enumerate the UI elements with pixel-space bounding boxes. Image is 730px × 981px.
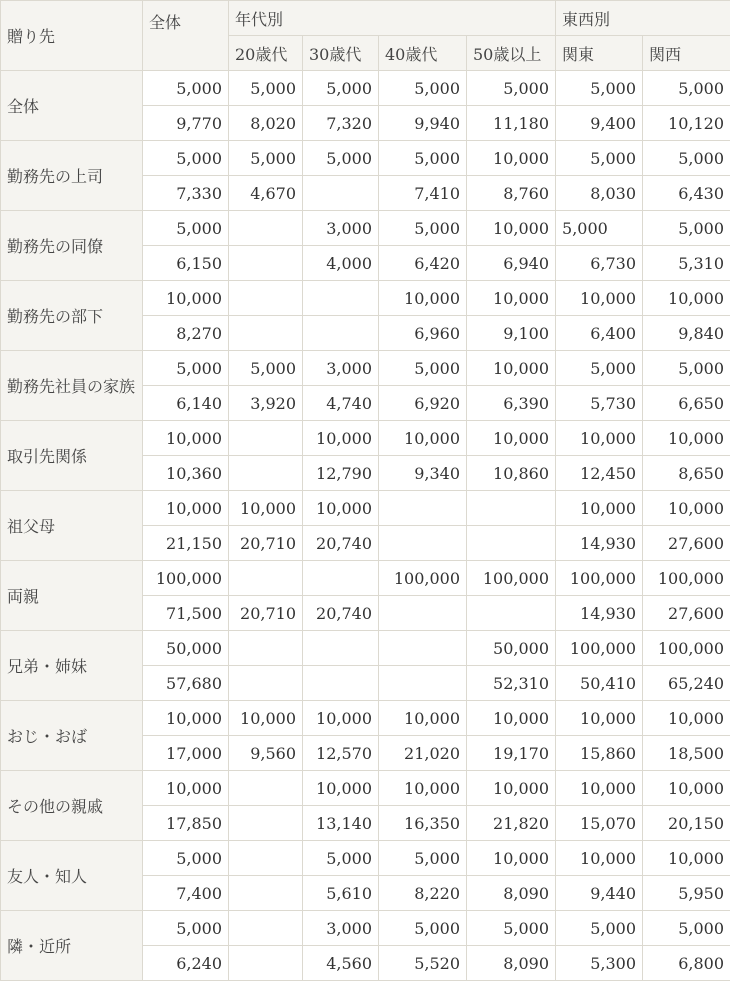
median-value-cell: 10,000 xyxy=(467,351,556,386)
table-body xyxy=(1,71,730,981)
average-value-cell: 9,940 xyxy=(379,106,467,141)
median-value-cell: 10,000 xyxy=(467,281,556,316)
average-value-cell: 27,600 xyxy=(643,526,730,561)
header-recipient: 贈り先 xyxy=(1,1,143,71)
average-value-cell: 9,440 xyxy=(556,876,643,911)
average-value-cell xyxy=(229,246,303,281)
row-label: 全体 xyxy=(1,71,143,141)
row-label: 友人・知人 xyxy=(1,841,143,911)
average-value-cell xyxy=(229,806,303,841)
median-value-cell: 5,000 xyxy=(143,351,229,386)
median-value-cell: 10,000 xyxy=(379,281,467,316)
average-value-cell: 6,920 xyxy=(379,386,467,421)
median-value-cell xyxy=(229,841,303,876)
header-region-group: 東西別 xyxy=(556,1,730,36)
average-value-cell: 5,950 xyxy=(643,876,730,911)
average-value-cell: 71,500 xyxy=(143,596,229,631)
table-row xyxy=(1,701,730,736)
average-value-cell: 12,570 xyxy=(303,736,379,771)
average-value-cell xyxy=(303,666,379,701)
average-value-cell: 8,090 xyxy=(467,876,556,911)
median-value-cell: 5,000 xyxy=(643,141,730,176)
average-value-cell: 50,410 xyxy=(556,666,643,701)
average-value-cell: 19,170 xyxy=(467,736,556,771)
median-value-cell: 100,000 xyxy=(643,631,730,666)
median-value-cell xyxy=(379,631,467,666)
average-value-cell: 10,120 xyxy=(643,106,730,141)
table-row xyxy=(1,71,730,106)
median-value-cell: 5,000 xyxy=(143,911,229,946)
median-value-cell: 10,000 xyxy=(229,701,303,736)
average-value-cell: 9,100 xyxy=(467,316,556,351)
median-value-cell: 50,000 xyxy=(143,631,229,666)
median-value-cell xyxy=(303,561,379,596)
median-value-cell: 10,000 xyxy=(379,701,467,736)
median-value-cell: 5,000 xyxy=(229,71,303,106)
median-value-cell: 10,000 xyxy=(556,841,643,876)
average-value-cell xyxy=(379,666,467,701)
header-overall: 全体 xyxy=(143,1,229,71)
median-value-cell xyxy=(229,631,303,666)
median-value-cell: 5,000 xyxy=(229,141,303,176)
median-value-cell: 10,000 xyxy=(467,211,556,246)
average-value-cell: 8,650 xyxy=(643,456,730,491)
average-value-cell: 6,150 xyxy=(143,246,229,281)
average-value-cell: 15,860 xyxy=(556,736,643,771)
average-value-cell: 4,560 xyxy=(303,946,379,981)
average-value-cell: 5,610 xyxy=(303,876,379,911)
median-value-cell: 10,000 xyxy=(143,421,229,456)
median-value-cell: 5,000 xyxy=(379,211,467,246)
median-value-cell: 10,000 xyxy=(303,421,379,456)
median-value-cell: 5,000 xyxy=(303,841,379,876)
table-row xyxy=(1,141,730,176)
median-value-cell: 100,000 xyxy=(467,561,556,596)
median-value-cell: 10,000 xyxy=(303,701,379,736)
median-value-cell: 10,000 xyxy=(467,421,556,456)
median-value-cell: 5,000 xyxy=(556,141,643,176)
average-value-cell: 12,790 xyxy=(303,456,379,491)
average-value-cell: 6,420 xyxy=(379,246,467,281)
median-value-cell: 10,000 xyxy=(556,771,643,806)
average-value-cell: 13,140 xyxy=(303,806,379,841)
header-col-kansai: 関西 xyxy=(643,36,730,71)
table-row xyxy=(1,351,730,386)
average-value-cell xyxy=(229,666,303,701)
average-value-cell: 9,400 xyxy=(556,106,643,141)
average-value-cell: 6,140 xyxy=(143,386,229,421)
average-value-cell: 6,800 xyxy=(643,946,730,981)
median-value-cell: 100,000 xyxy=(379,561,467,596)
average-value-cell: 5,730 xyxy=(556,386,643,421)
median-value-cell: 100,000 xyxy=(143,561,229,596)
table-row xyxy=(1,561,730,596)
average-value-cell: 7,320 xyxy=(303,106,379,141)
average-value-cell: 6,240 xyxy=(143,946,229,981)
median-value-cell xyxy=(229,771,303,806)
median-value-cell: 10,000 xyxy=(379,771,467,806)
header-age-group: 年代別 xyxy=(229,1,556,36)
average-value-cell: 8,760 xyxy=(467,176,556,211)
average-value-cell: 9,770 xyxy=(143,106,229,141)
median-value-cell: 10,000 xyxy=(467,771,556,806)
average-value-cell: 6,730 xyxy=(556,246,643,281)
header-col-40s: 40歳代 xyxy=(379,36,467,71)
average-value-cell: 6,400 xyxy=(556,316,643,351)
average-value-cell: 57,680 xyxy=(143,666,229,701)
average-value-cell: 8,270 xyxy=(143,316,229,351)
average-value-cell: 7,330 xyxy=(143,176,229,211)
average-value-cell: 11,180 xyxy=(467,106,556,141)
table-row xyxy=(1,211,730,246)
median-value-cell: 10,000 xyxy=(467,701,556,736)
row-label: 勤務先の上司 xyxy=(1,141,143,211)
table-row xyxy=(1,631,730,666)
average-value-cell: 6,650 xyxy=(643,386,730,421)
median-value-cell: 5,000 xyxy=(556,71,643,106)
median-value-cell: 5,000 xyxy=(143,71,229,106)
row-label: 兄弟・姉妹 xyxy=(1,631,143,701)
row-label: おじ・おば xyxy=(1,701,143,771)
average-value-cell xyxy=(379,596,467,631)
average-value-cell: 14,930 xyxy=(556,596,643,631)
average-value-cell: 20,710 xyxy=(229,526,303,561)
median-value-cell: 100,000 xyxy=(556,561,643,596)
median-value-cell xyxy=(229,561,303,596)
median-value-cell: 50,000 xyxy=(467,631,556,666)
average-value-cell: 6,430 xyxy=(643,176,730,211)
average-value-cell: 12,450 xyxy=(556,456,643,491)
row-label: 勤務先の部下 xyxy=(1,281,143,351)
row-label: 勤務先社員の家族 xyxy=(1,351,143,421)
average-value-cell: 20,740 xyxy=(303,596,379,631)
median-value-cell: 5,000 xyxy=(143,841,229,876)
average-value-cell: 8,220 xyxy=(379,876,467,911)
median-value-cell xyxy=(229,911,303,946)
row-label: その他の親戚 xyxy=(1,771,143,841)
median-value-cell: 10,000 xyxy=(643,491,730,526)
average-value-cell: 17,000 xyxy=(143,736,229,771)
median-value-cell: 5,000 xyxy=(379,71,467,106)
average-value-cell: 7,410 xyxy=(379,176,467,211)
median-value-cell xyxy=(467,491,556,526)
average-value-cell xyxy=(229,946,303,981)
median-value-cell: 10,000 xyxy=(643,841,730,876)
average-value-cell: 3,920 xyxy=(229,386,303,421)
average-value-cell: 6,940 xyxy=(467,246,556,281)
median-value-cell: 100,000 xyxy=(556,631,643,666)
median-value-cell: 10,000 xyxy=(229,491,303,526)
average-value-cell: 15,070 xyxy=(556,806,643,841)
median-value-cell: 10,000 xyxy=(643,281,730,316)
median-value-cell: 5,000 xyxy=(556,911,643,946)
average-value-cell xyxy=(467,526,556,561)
median-value-cell: 5,000 xyxy=(643,351,730,386)
average-value-cell: 18,500 xyxy=(643,736,730,771)
median-value-cell: 10,000 xyxy=(556,701,643,736)
median-value-cell: 5,000 xyxy=(379,841,467,876)
median-value-cell: 10,000 xyxy=(467,141,556,176)
median-value-cell: 10,000 xyxy=(143,281,229,316)
median-value-cell: 5,000 xyxy=(229,351,303,386)
average-value-cell xyxy=(229,316,303,351)
median-value-cell: 5,000 xyxy=(143,211,229,246)
median-value-cell: 5,000 xyxy=(303,141,379,176)
average-value-cell: 5,300 xyxy=(556,946,643,981)
average-value-cell: 6,960 xyxy=(379,316,467,351)
average-value-cell: 4,670 xyxy=(229,176,303,211)
table-row xyxy=(1,491,730,526)
average-value-cell xyxy=(467,596,556,631)
median-value-cell: 10,000 xyxy=(303,491,379,526)
average-value-cell: 9,560 xyxy=(229,736,303,771)
median-value-cell: 10,000 xyxy=(467,841,556,876)
average-value-cell: 5,520 xyxy=(379,946,467,981)
header-col-kanto: 関東 xyxy=(556,36,643,71)
average-value-cell xyxy=(303,176,379,211)
average-value-cell: 17,850 xyxy=(143,806,229,841)
average-value-cell: 8,090 xyxy=(467,946,556,981)
median-value-cell: 10,000 xyxy=(556,281,643,316)
median-value-cell: 5,000 xyxy=(379,141,467,176)
average-value-cell: 21,150 xyxy=(143,526,229,561)
median-value-cell: 5,000 xyxy=(379,911,467,946)
median-value-cell xyxy=(229,281,303,316)
median-value-cell: 10,000 xyxy=(379,421,467,456)
table-row xyxy=(1,421,730,456)
average-value-cell: 52,310 xyxy=(467,666,556,701)
median-value-cell: 5,000 xyxy=(467,911,556,946)
header-col-30s: 30歳代 xyxy=(303,36,379,71)
median-value-cell xyxy=(229,421,303,456)
header-col-20s: 20歳代 xyxy=(229,36,303,71)
row-label: 取引先関係 xyxy=(1,421,143,491)
median-value-cell: 5,000 xyxy=(467,71,556,106)
median-value-cell: 3,000 xyxy=(303,351,379,386)
average-value-cell: 4,740 xyxy=(303,386,379,421)
median-value-cell: 10,000 xyxy=(643,771,730,806)
median-value-cell: 5,000 xyxy=(643,71,730,106)
median-value-cell xyxy=(303,631,379,666)
median-value-cell: 5,000 xyxy=(379,351,467,386)
median-value-cell: 10,000 xyxy=(556,491,643,526)
row-label: 祖父母 xyxy=(1,491,143,561)
row-label: 隣・近所 xyxy=(1,911,143,981)
median-value-cell: 5,000 xyxy=(556,351,643,386)
average-value-cell: 7,400 xyxy=(143,876,229,911)
average-value-cell xyxy=(303,316,379,351)
median-value-cell xyxy=(229,211,303,246)
median-value-cell: 5,000 xyxy=(556,211,643,246)
median-value-cell xyxy=(379,491,467,526)
table-row xyxy=(1,771,730,806)
median-value-cell xyxy=(303,281,379,316)
row-label: 両親 xyxy=(1,561,143,631)
average-value-cell: 10,860 xyxy=(467,456,556,491)
median-value-cell: 10,000 xyxy=(556,421,643,456)
average-value-cell: 20,710 xyxy=(229,596,303,631)
median-value-cell: 3,000 xyxy=(303,911,379,946)
median-value-cell: 3,000 xyxy=(303,211,379,246)
average-value-cell: 6,390 xyxy=(467,386,556,421)
median-value-cell: 10,000 xyxy=(143,701,229,736)
average-value-cell: 16,350 xyxy=(379,806,467,841)
median-value-cell: 5,000 xyxy=(643,911,730,946)
average-value-cell: 9,840 xyxy=(643,316,730,351)
average-value-cell: 21,020 xyxy=(379,736,467,771)
header-col-50plus: 50歳以上 xyxy=(467,36,556,71)
average-value-cell: 10,360 xyxy=(143,456,229,491)
row-label: 勤務先の同僚 xyxy=(1,211,143,281)
median-value-cell: 10,000 xyxy=(643,421,730,456)
average-value-cell: 8,020 xyxy=(229,106,303,141)
median-value-cell: 5,000 xyxy=(143,141,229,176)
median-value-cell: 10,000 xyxy=(143,771,229,806)
table-row xyxy=(1,281,730,316)
average-value-cell: 5,310 xyxy=(643,246,730,281)
table-header xyxy=(1,1,730,71)
average-value-cell xyxy=(379,526,467,561)
median-value-cell: 5,000 xyxy=(303,71,379,106)
average-value-cell: 27,600 xyxy=(643,596,730,631)
median-value-cell: 10,000 xyxy=(303,771,379,806)
table-row xyxy=(1,841,730,876)
average-value-cell xyxy=(229,456,303,491)
median-value-cell: 100,000 xyxy=(643,561,730,596)
average-value-cell xyxy=(229,876,303,911)
average-value-cell: 21,820 xyxy=(467,806,556,841)
median-value-cell: 10,000 xyxy=(643,701,730,736)
average-value-cell: 20,740 xyxy=(303,526,379,561)
average-value-cell: 65,240 xyxy=(643,666,730,701)
average-value-cell: 20,150 xyxy=(643,806,730,841)
average-value-cell: 8,030 xyxy=(556,176,643,211)
median-value-cell: 5,000 xyxy=(643,211,730,246)
average-value-cell: 9,340 xyxy=(379,456,467,491)
average-value-cell: 4,000 xyxy=(303,246,379,281)
table-row xyxy=(1,911,730,946)
average-value-cell: 14,930 xyxy=(556,526,643,561)
median-value-cell: 10,000 xyxy=(143,491,229,526)
